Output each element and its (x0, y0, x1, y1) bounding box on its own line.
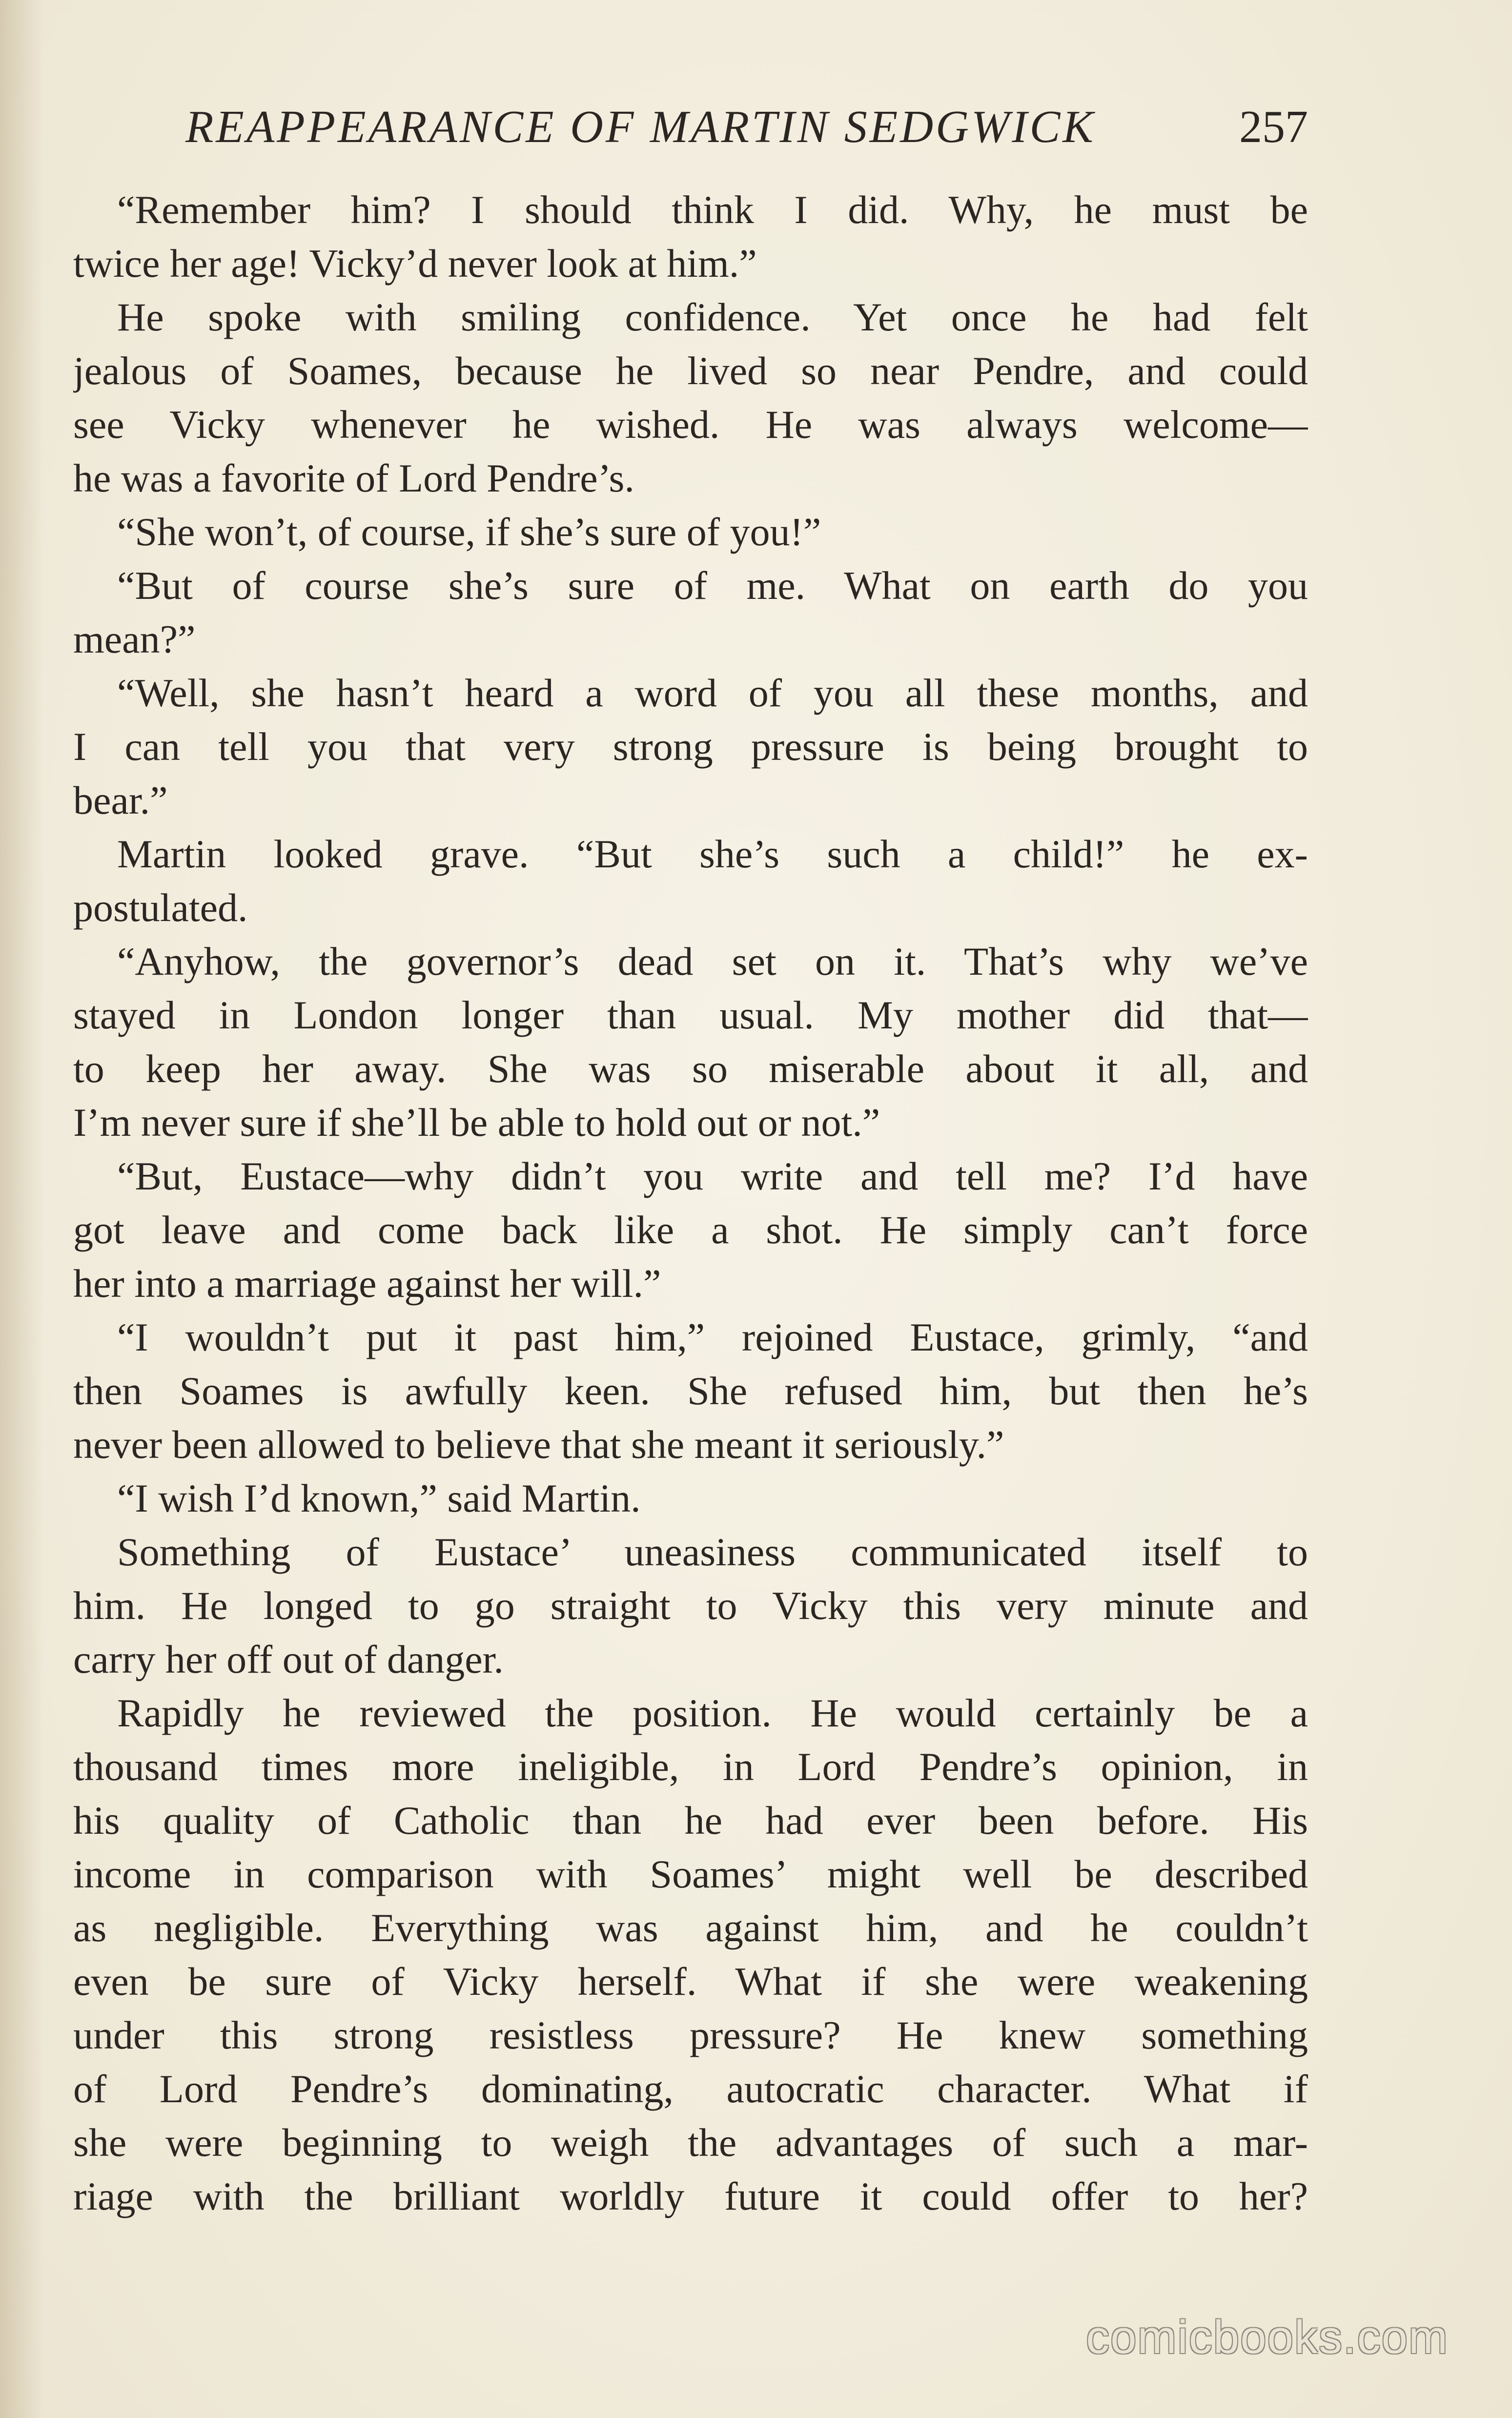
text-line: then Soames is awfully keen. She refused him, but then he’s (73, 1369, 1308, 1413)
text-line: “Anyhow, the governor’s dead set on it. That’s why we’ve (117, 939, 1308, 984)
text-line: postulated. (73, 885, 248, 930)
spine-shadow (0, 0, 44, 2418)
text-line: Martin looked grave. “But she’s such a child!” he ex- (117, 832, 1308, 876)
text-line: Rapidly he reviewed the position. He would certainly be a (117, 1691, 1308, 1735)
text-line: I’m never sure if she’ll be able to hold out or not.” (73, 1100, 880, 1145)
text-line: even be sure of Vicky herself. What if she were weakening (73, 1959, 1308, 2004)
text-line: got leave and come back like a shot. He simply can’t force (73, 1208, 1308, 1252)
text-line: “She won’t, of course, if she’s sure of you!” (117, 510, 821, 554)
text-line: of Lord Pendre’s dominating, autocratic character. What if (73, 2067, 1308, 2111)
text-line: jealous of Soames, because he lived so near Pendre, and could (73, 348, 1308, 393)
text-line: “I wouldn’t put it past him,” rejoined Eustace, grimly, “and (117, 1315, 1308, 1359)
text-line: carry her off out of danger. (73, 1637, 504, 1681)
text-line: He spoke with smiling confidence. Yet once he had felt (117, 295, 1308, 339)
text-line: to keep her away. She was so miserable about it all, and (73, 1046, 1308, 1091)
watermark-logo: comicbooks.com (1086, 2311, 1449, 2363)
text-line: under this strong resistless pressure? He knew something (73, 2013, 1308, 2057)
body-text (73, 183, 1308, 2223)
text-line: “But, Eustace—why didn’t you write and tell me? I’d have (117, 1154, 1308, 1198)
text-line: Something of Eustace’ uneasiness communicated itself to (117, 1530, 1308, 1574)
chapter-running-title: REAPPEARANCE OF MARTIN SEDGWICK (185, 102, 1096, 152)
text-line: income in comparison with Soames’ might well be described (73, 1852, 1308, 1896)
text-line: thousand times more ineligible, in Lord Pendre’s opinion, in (73, 1744, 1308, 1789)
text-line: I can tell you that very strong pressure is being brought to (73, 724, 1308, 769)
text-line: “Remember him? I should think I did. Why, he must be (117, 187, 1308, 232)
text-line: twice her age! Vicky’d never look at him.” (73, 241, 757, 286)
text-line: her into a marriage against her will.” (73, 1261, 661, 1306)
text-line: bear.” (73, 778, 168, 822)
text-line: never been allowed to believe that she meant it seriously.” (73, 1422, 1004, 1467)
text-line: stayed in London longer than usual. My mother did that— (73, 993, 1308, 1037)
text-line: his quality of Catholic than he had ever been before. His (73, 1798, 1308, 1843)
page-number: 257 (1239, 102, 1308, 152)
text-line: “I wish I’d known,” said Martin. (117, 1476, 641, 1520)
text-line: him. He longed to go straight to Vicky this very minute and (73, 1583, 1308, 1628)
text-line: he was a favorite of Lord Pendre’s. (73, 456, 634, 500)
text-line: mean?” (73, 617, 196, 661)
text-line: riage with the brilliant worldly future it could offer to her? (73, 2174, 1308, 2218)
text-line: see Vicky whenever he wished. He was always welcome— (73, 402, 1308, 447)
running-head (73, 98, 1308, 156)
text-line: as negligible. Everything was against him, and he couldn’t (73, 1906, 1308, 1950)
text-line: “But of course she’s sure of me. What on earth do you (117, 563, 1308, 608)
text-line: “Well, she hasn’t heard a word of you all these months, and (117, 671, 1308, 715)
text-line: she were beginning to weigh the advantages of such a mar- (73, 2120, 1308, 2165)
